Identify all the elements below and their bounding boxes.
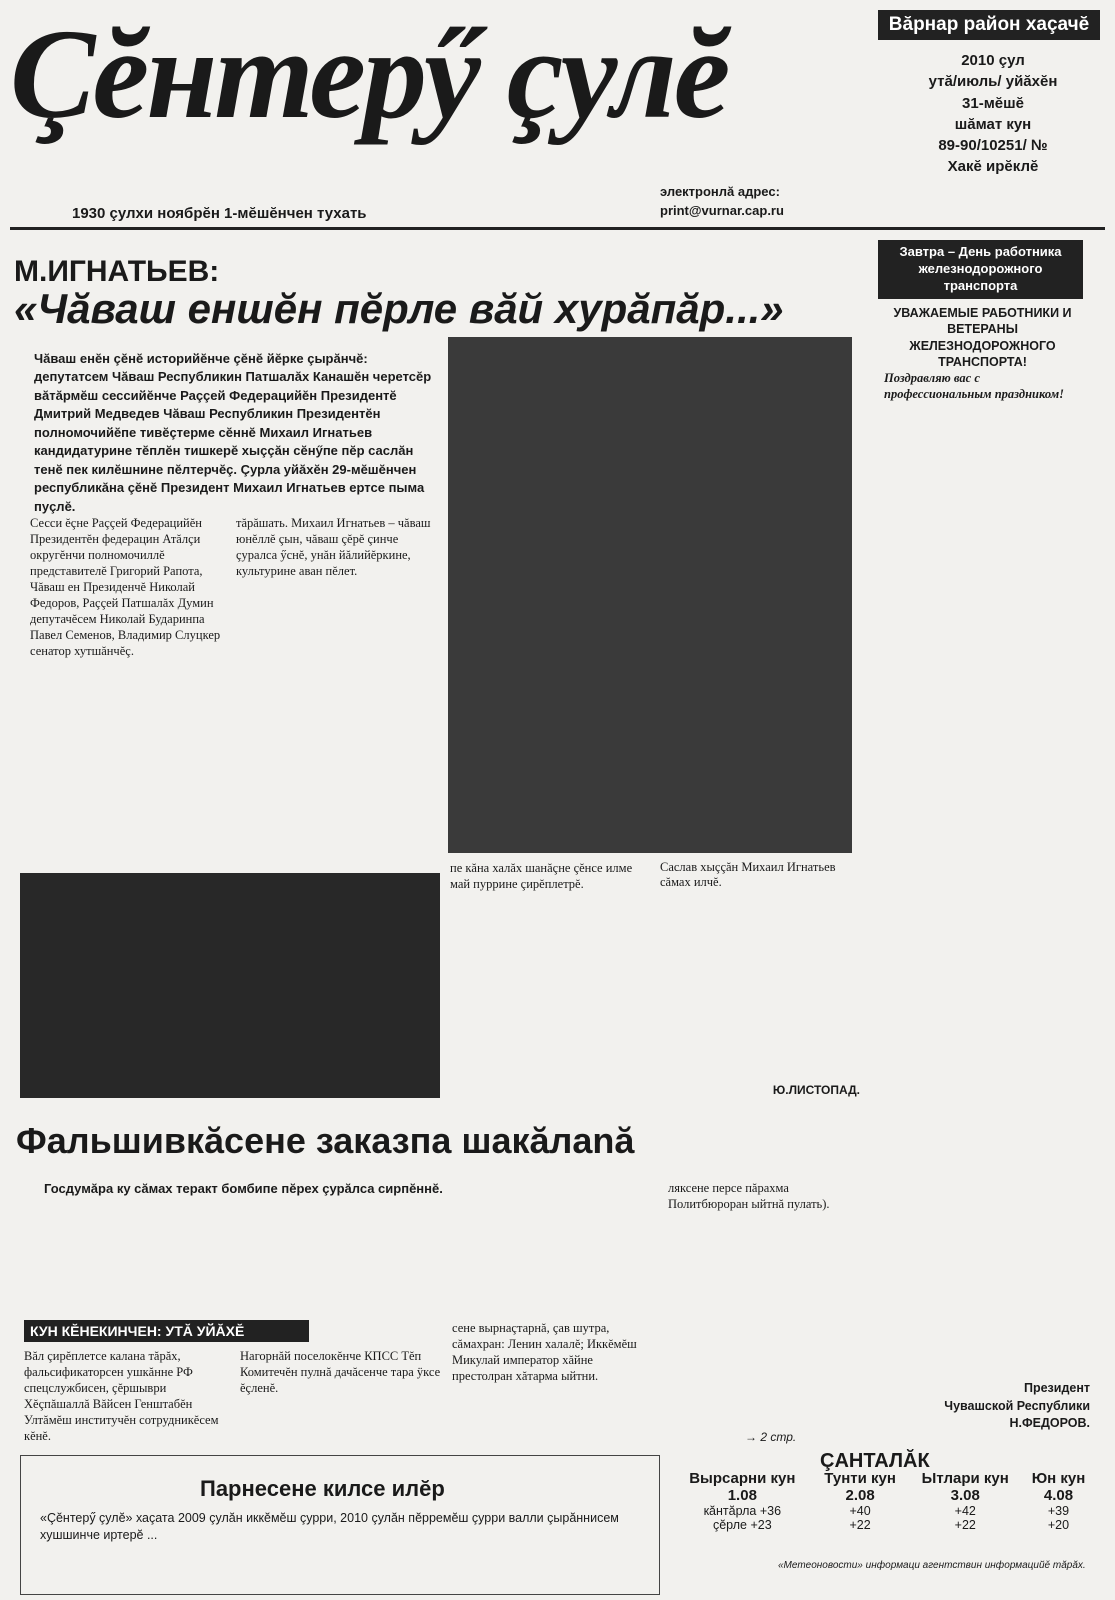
- masthead-rule: [10, 227, 1105, 230]
- weather-day-temp: +39: [1047, 1504, 1070, 1518]
- weather-day-name: Ытлари кун: [921, 1470, 1009, 1487]
- weather-day-name: Юн кун: [1031, 1470, 1086, 1487]
- sidebar-title: УВАЖАЕМЫЕ РАБОТНИКИ И ВЕТЕРАНЫ ЖЕЛЕЗНОДОРОЖНОГО ТРАНСПОРТА!: [893, 306, 1072, 369]
- district-banner: Вăрнар район хаçачĕ: [878, 10, 1100, 40]
- newspaper-title: Çĕнтерӳ çулĕ: [10, 3, 728, 145]
- second-column-1: Вăл çирĕплетсе калана тăрăх, фальсификаторсен ушкăнне РФ спецслужбисен, çĕршыври Хĕçпăшаллă Вăйсен Генштабĕн Ултăмĕш институчĕн сотрудникĕсем кĕнĕ.: [24, 1349, 219, 1443]
- notice-text: «Çĕнтерӳ çулĕ» хаçата 2009 çулăн иккĕмĕш çурри, 2010 çулăн пĕрремĕш çурри валли çырăннисем хушшинче иртерĕ ...: [40, 1511, 619, 1542]
- email-address[interactable]: print@vurnar.cap.ru: [660, 202, 784, 218]
- issue-line: 89-90/10251/ №: [938, 137, 1048, 155]
- portrait-photo: [448, 337, 852, 853]
- weather-day-name: Вырсарни кун: [689, 1470, 796, 1487]
- second-column-2: Нагорнăй поселокĕнче КПСС Тĕп Комитечĕн пулнă дачăсенче тара ÿксе ĕçленĕ.: [240, 1349, 441, 1395]
- continued-note: → 2 стр.: [745, 1430, 797, 1444]
- signature-line: Чувашской Республики: [944, 1398, 1090, 1413]
- weather-day-name: Тунти кун: [824, 1470, 896, 1487]
- weather-night-temp: +22: [849, 1518, 871, 1532]
- second-headline: Фальшивкăсене заказпа шакăлană: [16, 1120, 635, 1161]
- weather-day-temp: +40: [849, 1504, 871, 1518]
- second-lead: Госдумăра ку сăмах теракт бомбипе пĕрех çурăлса сирпĕннĕ.: [44, 1181, 443, 1196]
- story-headline: «Чăваш еншĕн пĕрле вăй хурăпăр...»: [14, 285, 784, 332]
- weather-row-night-label: çĕрле: [712, 1518, 747, 1532]
- issue-line: 31-мĕшĕ: [962, 94, 1024, 112]
- issue-info: [898, 50, 1088, 178]
- issue-line: шăмат кун: [954, 115, 1032, 133]
- weather-night-temp: +20: [1047, 1518, 1070, 1532]
- weather-night-temp: +22: [954, 1518, 976, 1532]
- weather-day-temp: +36: [759, 1504, 782, 1518]
- story-column-1: Сесси ĕçне Раççей Федерацийĕн Президентĕн федерацин Атăлçи округĕнчи полномочиллĕ представителĕ Григорий Рапота, Чăваш ен Президенчĕ Николай Федоров, Раççей Патшалăх Думин депутачĕсем Николай Бударинпа Павел Семенов, Владимир Слуцкер сенатор хутшăнчĕç.: [30, 516, 221, 658]
- story-column-2: тăрăшать. Михаил Игнатьев – чăваш юнĕллĕ çын, чăваш çĕрĕ çинче çуралса ӳснĕ, унăн йăлийĕркине, культурине аван пĕлет.: [236, 516, 431, 578]
- story-column-3: пе кăна халăх шанăçне çĕнсе илме май пуррине çирĕплетрĕ.: [450, 861, 633, 891]
- photo-caption: Саслав хыççăн Михаил Игнатьев сăмах илчĕ.: [660, 860, 836, 889]
- section-bar: КУН КĔНЕКИНЧЕН: УТĂ УЙĂХĔ: [24, 1320, 309, 1342]
- sidebar-signature: [890, 1380, 1090, 1433]
- since-line: 1930 çулхи ноябрĕн 1-мĕшĕнчен тухать: [72, 205, 367, 222]
- story-kicker: М.ИГНАТЬЕВ:: [14, 255, 220, 288]
- issue-line: утă/июль/ уйăхĕн: [928, 73, 1058, 91]
- email-label: электронлă адрес:: [660, 184, 780, 199]
- second-column-4: ляксене персе пăрахма Политбюроран ыйтнă пулать).: [668, 1181, 830, 1211]
- weather-source: «Метеоновости» информаци агентствин информацийĕ тăрăх.: [778, 1560, 1086, 1571]
- weather-date: 1.08: [727, 1487, 757, 1504]
- weather-night-temp: +23: [750, 1518, 772, 1532]
- email-block: [660, 183, 784, 221]
- issue-line: Хакĕ ирĕклĕ: [947, 158, 1039, 176]
- group-photo: [20, 873, 440, 1098]
- notice-title: Парнесене килсе илĕр: [200, 1476, 445, 1501]
- sidebar-header: Завтра – День работника железнодорожного транспорта: [878, 240, 1083, 299]
- weather-day-temp: +42: [954, 1504, 976, 1518]
- weather-date: 2.08: [845, 1487, 875, 1504]
- sidebar-text: Поздравляю вас с профессиональным праздником!: [884, 371, 1065, 402]
- signature-line: Н.ФЕДОРОВ.: [1009, 1416, 1090, 1430]
- second-column-3: сене вырнаçтарнă, çав шутра, сăмахран: Ленин халалĕ; Иккĕмĕш Микулай император хăйне престолран хăтарма ыйтни.: [452, 1321, 637, 1383]
- story-lead: Чăваш енĕн çĕнĕ историйĕнче çĕнĕ йĕрке çырăнчĕ: депутатсем Чăваш Республикин Патшалăх Канашĕн черетсĕр вăтăрмĕш сессийĕнче Раççей Федерацийĕн Президентĕ Дмитрий Медведев Чăваш Республикин Президентĕн полномочийĕпе тивĕçтерме сĕннĕ Михаил Игнатьев кандидатурине тĕплĕн тишкерĕ хыççăн сĕнӳпе пĕр саслăн тенĕ пек килĕшнине пĕлтерчĕç. Çурла уйăхĕн 29-мĕшĕнчен республикăна çĕнĕ Президент Михаил Игнатьев ертсе пыма пуçлĕ.: [34, 351, 432, 514]
- weather-row-day-label: кăнтăрла: [703, 1504, 757, 1518]
- story-author: Ю.ЛИСТОПАД.: [772, 1083, 860, 1097]
- weather-title: ÇАНТАЛĂК: [820, 1450, 930, 1472]
- issue-line: 2010 çул: [961, 52, 1025, 69]
- signature-line: Президент: [1023, 1381, 1090, 1395]
- weather-date: 3.08: [950, 1487, 980, 1504]
- weather-date: 4.08: [1043, 1487, 1074, 1504]
- weather-table: [672, 1470, 1094, 1532]
